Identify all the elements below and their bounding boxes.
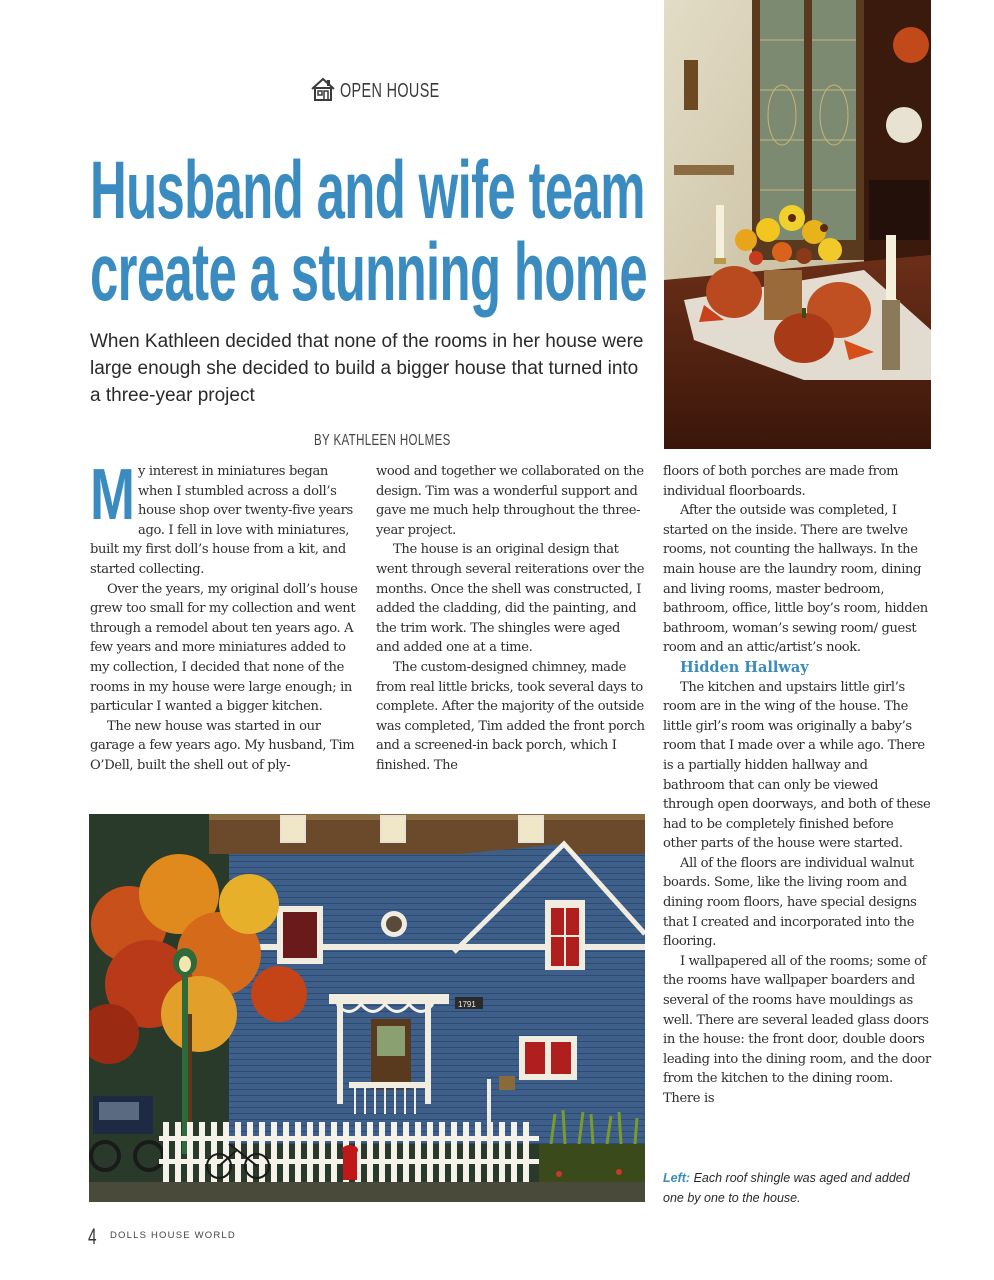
paragraph: After the outside was completed, I started on the inside. There are twelve rooms, not counting the hallways. In the main house are the laundry room, dining and living rooms, master bedroom, bathroom, office, little boy’s room, hidden bathroom, woman’s sewing room/ guest room and an attic/artist’s nook. (663, 503, 928, 656)
byline: BY KATHLEEN HOLMES (314, 432, 451, 449)
paragraph: All of the floors are individual walnut boards. Some, like the living room and dining room floors, have special designs that I created and incorporated into the flooring. (663, 855, 917, 950)
drop-cap: M (90, 455, 135, 535)
subheading: Hidden Hallway (680, 658, 809, 676)
body-column-3 (663, 462, 931, 1109)
caption-lead: Left: (663, 1171, 691, 1185)
article-deck: When Kathleen decided that none of the rooms in her house were large enough she decided to build a bigger house that turned into a three-year project (90, 331, 644, 406)
paragraph: The new house was started in our garage a few years ago. My husband, Tim O’Dell, built the shell out of ply- (90, 718, 355, 773)
photo-caption (663, 1168, 931, 1208)
paragraph: wood and together we collaborated on the design. Tim was a wonderful support and gave me much help throughout the three-year project. (376, 464, 644, 538)
paragraph: The house is an original design that went through several reiterations over the months. Once the shell was constructed, I added the cladding, did the painting, and the trim work. The shingles were aged and added one at a time. (376, 542, 645, 656)
house-icon (310, 76, 336, 106)
title-line-1: Husband and wife team (90, 145, 645, 236)
body-column-1 (90, 455, 358, 776)
section-header (310, 76, 478, 106)
section-label: OPEN HOUSE (340, 79, 440, 102)
page-number: 4 (88, 1224, 97, 1249)
caption-text: Each roof shingle was aged and added one by one to the house. (663, 1171, 910, 1205)
paragraph: Over the years, my original doll’s house grew too small for my collection and went through a remodel about ten years ago. A few years and more miniatures added to my collection, I decided that none of the rooms in my house were large enough; in particular I wanted a bigger kitchen. (90, 581, 358, 715)
paragraph: The kitchen and upstairs little girl’s room are in the wing of the house. The little girl’s room was originally a baby’s room that I made over a while ago. There is a partially hidden hallway and bathroom that can only be viewed through open doorways, and both of these had to be completely finished before other parts of the house were started. (663, 679, 931, 852)
magazine-name: DOLLS HOUSE WORLD (110, 1230, 236, 1241)
title-line-2: create a stunning home (90, 227, 648, 318)
house-number: 1791 (458, 1000, 476, 1009)
paragraph: floors of both porches are made from individual floorboards. (663, 464, 899, 499)
paragraph-text: y interest in miniatures began when I stumbled across a doll’s house shop over twenty-five years ago. I fell in love with miniatures, built my first doll’s house from a kit, and started collecting. (90, 464, 353, 577)
body-column-2 (376, 462, 646, 776)
paragraph: I wallpapered all of the rooms; some of the rooms have wallpaper boarders and several of the rooms have mouldings as well. There are several leaded glass doors in the house: the front door, double doors leading into the dining room, and the door from the kitchen to the dining room. There is (663, 953, 931, 1106)
dining-table-photo (664, 0, 931, 449)
paragraph (90, 455, 358, 580)
dolls-house-photo (89, 814, 645, 1202)
paragraph: The custom-designed chimney, made from real little bricks, took several days to complete. After the majority of the outside was completed, Tim added the front porch and a screened-in back porch, which I finished. The (376, 659, 645, 773)
article-title (90, 145, 670, 318)
